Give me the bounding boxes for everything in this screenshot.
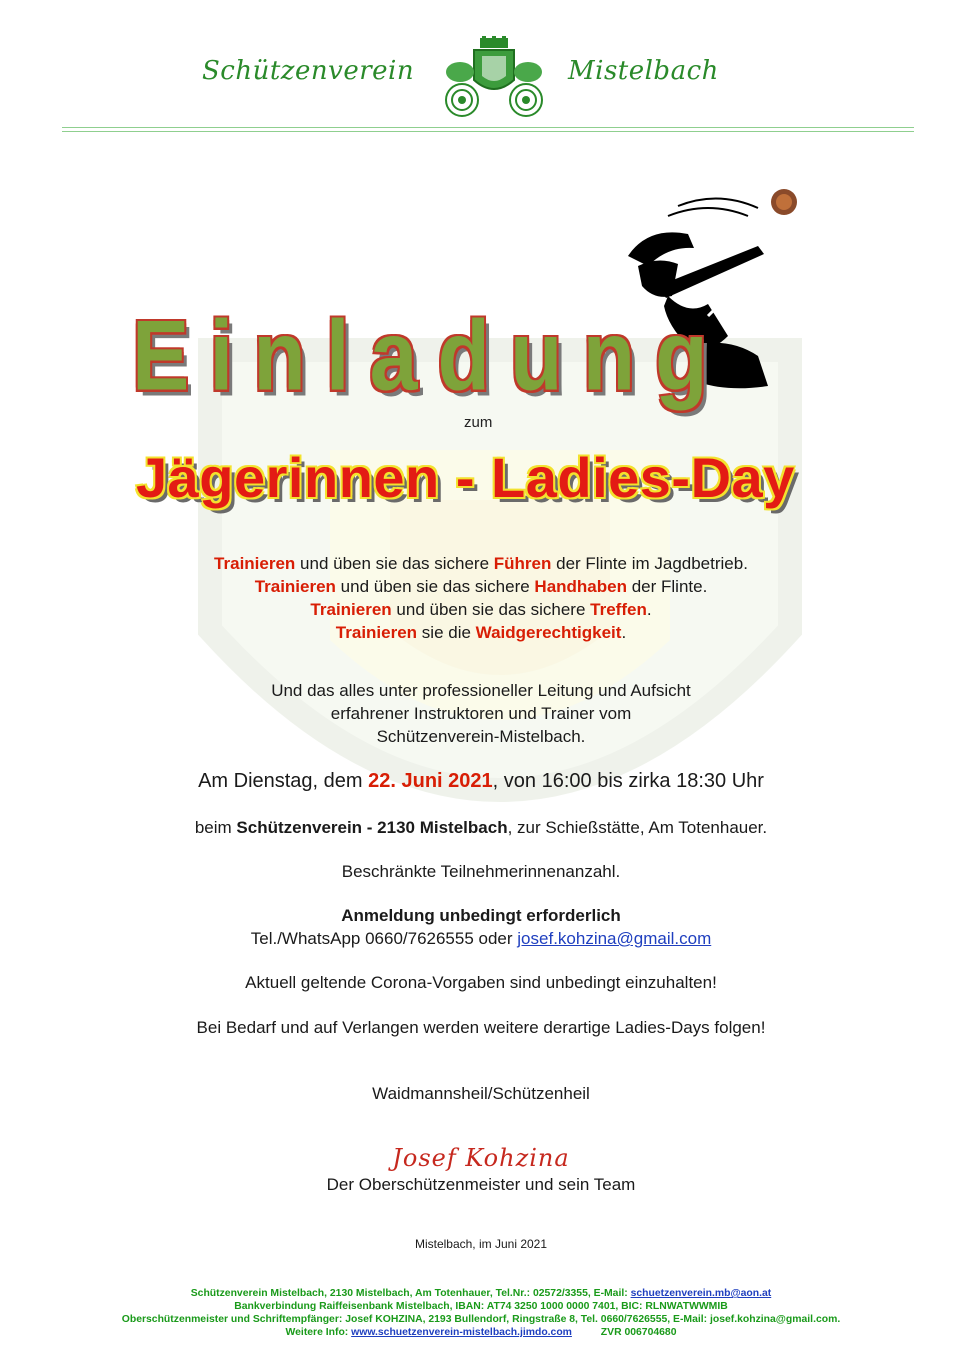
limited-participants: Beschränkte Teilnehmerinnenanzahl. (341, 862, 621, 881)
invitation-heading: Einladung (132, 301, 728, 412)
training-text: . (621, 623, 627, 642)
training-keyword: Führen (493, 554, 552, 573)
training-verb: Trainieren (335, 623, 418, 642)
guidance-line: Schützenverein-Mistelbach. (376, 727, 586, 746)
training-verb: Trainieren (310, 600, 392, 619)
date-text: , von 16:00 bis zirka 18:30 Uhr (492, 770, 764, 792)
footer-line (0, 1326, 962, 1339)
footer-text: Schützenverein Mistelbach, 2130 Mistelbach, Am Totenhauer, Tel.Nr.: 02572/3355, E-Mail: (190, 1288, 631, 1299)
followup-notice: Bei Bedarf und auf Verlangen werden weitere derartige Ladies-Days folgen! (196, 1018, 766, 1037)
training-line (0, 577, 962, 597)
footer-line: Bankverbindung Raiffeisenbank Mistelbach, IBAN: AT74 3250 1000 0000 7401, BIC: RLNWATWWMIB (234, 1301, 728, 1312)
guidance-line: erfahrener Instruktoren und Trainer vom (330, 704, 632, 723)
zum-label: zum (464, 414, 493, 431)
date-highlight: 22. Juni 2021 (368, 770, 493, 792)
club-name-right: Mistelbach (568, 56, 719, 86)
footer-email-link[interactable]: schuetzenverein.mb@aon.at (630, 1288, 772, 1299)
event-location (0, 818, 962, 838)
training-text: und üben sie das sichere (295, 554, 494, 573)
footer-line: Oberschützenmeister und Schriftempfänger: Josef KOHZINA, 2193 Bullendorf, Ringstraße 8, Tel. 0660/7626555, E-Mail: josef.kohzina@gmail.com. (121, 1314, 841, 1325)
corona-notice: Aktuell geltende Corona-Vorgaben sind unbedingt einzuhalten! (245, 973, 717, 992)
footer-line (0, 1287, 962, 1300)
training-text: und üben sie das sichere (391, 600, 591, 619)
signer-role: Der Oberschützenmeister und sein Team (326, 1175, 636, 1194)
signature: Josef Kohzina (392, 1144, 570, 1172)
training-text: der Flinte im Jagdbetrieb. (551, 554, 748, 573)
training-line (0, 554, 962, 574)
club-name-left: Schützenverein (202, 56, 415, 86)
training-text: . (646, 600, 652, 619)
registration-title: Anmeldung unbedingt erforderlich (341, 906, 621, 925)
footer-text: Weitere Info: (285, 1327, 352, 1338)
training-keyword: Waidgerechtigkeit (475, 623, 622, 642)
contact-text: Tel./WhatsApp 0660/7626555 oder (250, 929, 518, 948)
guidance-line: Und das alles unter professioneller Leitung und Aufsicht (271, 681, 691, 700)
location-text: , zur Schießstätte, Am Totenhauer. (507, 818, 768, 837)
event-date (0, 770, 962, 793)
training-line (0, 623, 962, 643)
training-keyword: Handhaben (534, 577, 627, 596)
training-line (0, 600, 962, 620)
date-text: Am Dienstag, dem (198, 770, 369, 792)
event-title: Jägerinnen - Ladies-Day (136, 446, 795, 509)
footer-website-link[interactable]: www.schuetzenverein-mistelbach.jimdo.com (351, 1327, 572, 1338)
greeting: Waidmannsheil/Schützenheil (372, 1084, 590, 1103)
registration-contact (0, 929, 962, 949)
training-text: sie die (417, 623, 476, 642)
training-verb: Trainieren (214, 554, 296, 573)
footer-text: ZVR 006704680 (571, 1327, 677, 1338)
club-crest-logo (440, 36, 548, 120)
place-date: Mistelbach, im Juni 2021 (414, 1237, 548, 1251)
header-rule (62, 131, 914, 132)
location-venue: Schützenverein - 2130 Mistelbach (236, 818, 508, 837)
training-text: der Flinte. (626, 577, 708, 596)
email-link[interactable]: josef.kohzina@gmail.com (517, 929, 712, 948)
training-verb: Trainieren (254, 577, 336, 596)
training-keyword: Treffen (590, 600, 647, 619)
training-text: und üben sie das sichere (335, 577, 535, 596)
location-text: beim (194, 818, 237, 837)
header-rule (62, 127, 914, 128)
